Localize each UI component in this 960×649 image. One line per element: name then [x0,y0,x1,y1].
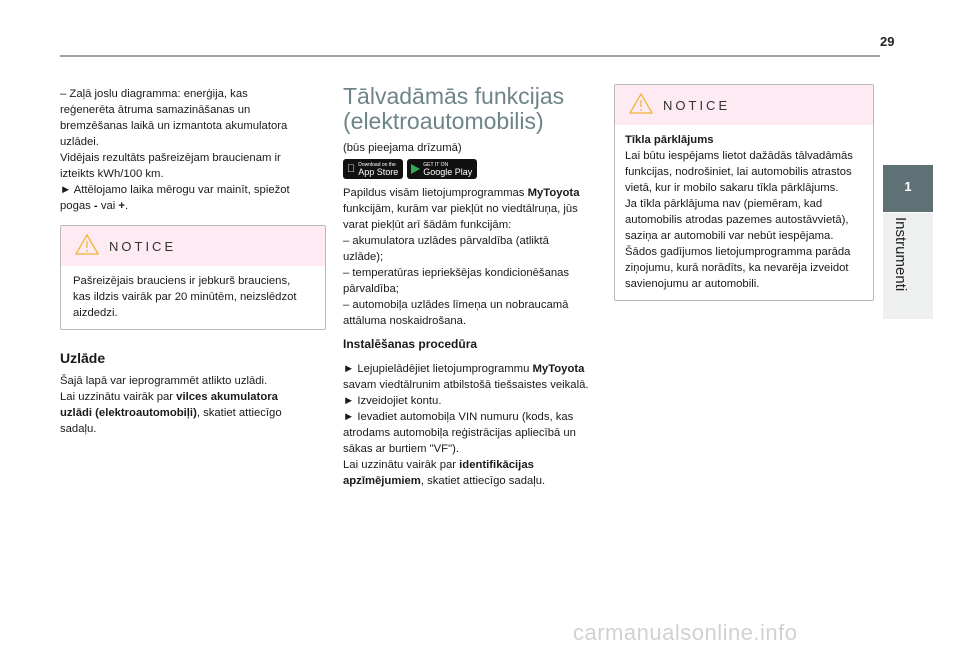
body-line: varat piekļūt arī šādām funkcijām: [343,219,512,231]
notice-box [614,84,874,301]
notice-line: Lai būtu iespējams lietot dažādās tālvadāmās [625,150,853,162]
text-fragment: vai [97,200,119,212]
intro-line: reģenerēta ātruma samazināšanas un [60,104,251,116]
store-badges [343,159,608,179]
charging-line: Šajā lapā var ieprogrammēt atlikto uzlādi. [60,375,268,387]
cross-reference: vilces akumulatora [176,391,278,403]
body-line: – akumulatora uzlādes pārvaldība (atliktā [343,235,549,247]
app-name: MyToyota [532,363,585,375]
google-play-badge[interactable] [407,159,477,179]
charging-line [60,389,330,405]
page-number: 29 [880,34,895,49]
install-line [343,473,608,489]
badge-caption: Download on the [350,161,388,168]
app-name: MyToyota [527,187,580,199]
chapter-label: Instrumenti [892,217,909,292]
section-title-line: Tālvadāmās funkcijas [343,83,565,109]
notice-line: kas ildzis vairāk par 20 minūtēm, neizslēdzot [73,291,297,303]
notice-header [61,226,325,266]
charging-line: sadaļu. [60,423,97,435]
text-fragment: , skatiet attiecīgo [196,407,282,419]
badge-caption: GET IT ON [415,161,440,168]
badge-store-name: App Store [350,166,391,177]
intro-line: – Zaļā joslu diagramma: enerģija, kas [60,88,248,100]
watermark: carmanualsonline.info [573,620,798,645]
intro-line: Vidējais rezultāts pašreizējam braucienam ir [60,152,281,164]
header-rule [60,55,880,57]
install-line: atrodams automobiļa reģistrācijas apliecībā un [343,427,576,439]
warning-icon [629,93,653,114]
instruction-line: ► Attēlojamo laika mērogu var mainīt, spiežot [60,184,290,196]
notice-line: saziņa ar automobili var nebūt iespējama. [625,230,834,242]
install-line: savam viedtālrunim atbilstošā tiešsaistes veikalā. [343,379,589,391]
notice-body [61,266,325,329]
body-line: – automobiļa uzlādes līmeņa un nobraucamā [343,299,569,311]
minus-key: - [93,200,98,212]
cross-reference: apzīmējumiem [343,475,421,487]
charging-heading: Uzlāde [60,350,106,366]
instruction-line [60,198,330,214]
notice-line: vietā, kur ir mobilo sakaru tīkla pārklājums. [625,182,839,194]
install-heading: Instalēšanas procedūra [343,337,478,351]
warning-icon [75,234,99,255]
body-line: attāluma noskaidrošana. [343,315,467,327]
chapter-tab[interactable] [883,165,933,212]
intro-line: bremzēšanas laikā un izmantota akumulatora [60,120,288,132]
notice-title: NOTICE [109,239,177,254]
notice-body [615,125,873,300]
play-icon [411,164,420,174]
text-fragment: . [125,200,129,212]
column-middle [343,84,608,489]
app-store-badge[interactable] [343,159,403,179]
install-line: ► Ievadiet automobiļa VIN numuru (kods, kas [343,411,574,423]
notice-line: savienojumu ar automobili. [625,278,760,290]
column-left [60,86,330,437]
intro-line: izteikts kWh/100 km. [60,168,164,180]
notice-line: ziņojumu, kurā norādīts, ka nevarēja izveidot [625,262,849,274]
install-line: Lai uzzinātu vairāk par identifikācijas [343,459,534,471]
text-fragment: pogas [60,200,94,212]
install-line: sākas ar burtiem "VF"). [343,443,459,455]
availability-note: (būs pieejama drīzumā) [343,142,462,154]
notice-line: Šādos gadījumos lietojumprogramma parāda [625,246,851,258]
notice-line: aizdedzi. [73,307,118,319]
apple-icon [347,161,355,177]
text-fragment: , skatiet attiecīgo sadaļu. [420,475,546,487]
chapter-number: 1 [904,179,912,194]
install-line: ► Izveidojiet kontu. [343,395,442,407]
body-line: uzlāde); [343,251,384,263]
text-fragment: ► Lejupielādējiet lietojumprogrammu [343,363,533,375]
cross-reference: uzlādi (elektroautomobiļi) [60,407,197,419]
notice-heading: Tīkla pārklājums [625,134,714,146]
badge-store-name: Google Play [415,166,465,177]
column-right [614,84,876,301]
charging-line [60,405,330,421]
body-line: funkcijām, kurām var piekļūt no viedtālruņa, jūs [343,203,578,215]
notice-title: NOTICE [663,98,731,113]
text-fragment: Lai uzzinātu vairāk par [60,391,177,403]
notice-header [615,85,873,125]
text-fragment: Papildus visām lietojumprogrammas [343,187,528,199]
intro-line: uzlādei. [60,136,99,148]
notice-line: automobilis atrodas pazemes autostāvvietā), [625,214,849,226]
notice-line: Ja tīkla pārklājuma nav (piemēram, kad [625,198,823,210]
body-line: – temperatūras iepriekšējas kondicionēšanas [343,267,570,279]
body-line: pārvaldība; [343,283,399,295]
notice-box [60,225,326,330]
section-title-line: (elektroautomobilis) [343,108,544,134]
body-line [343,185,608,201]
notice-line: funkcijas, nodrošiniet, lai automobilis atrastos [625,166,852,178]
install-line [343,361,608,377]
notice-line: Pašreizējais brauciens ir jebkurš brauciens, [73,275,291,287]
plus-key: + [118,200,126,212]
